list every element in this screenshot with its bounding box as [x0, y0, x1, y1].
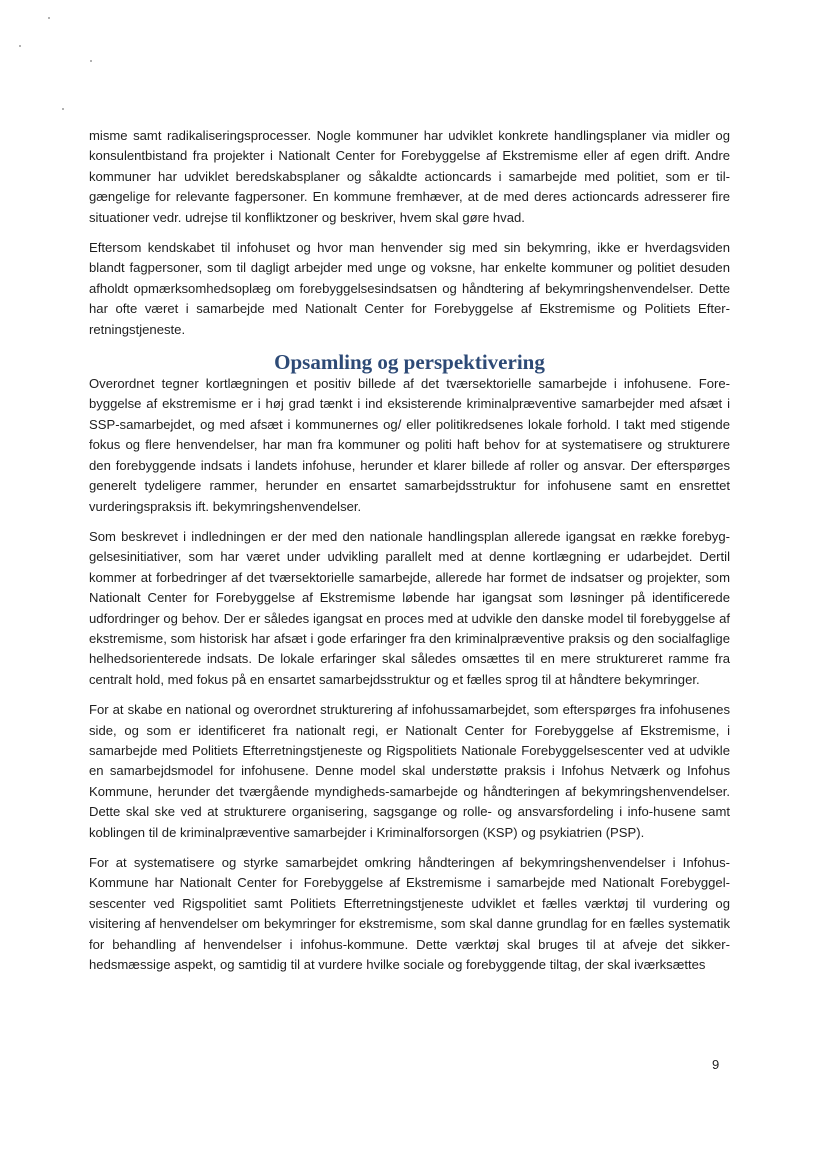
body-paragraph: Eftersom kendskabet til infohuset og hvor man henvender sig med sin bekymring, ikke er hverdagsviden blandt fagpersoner, som til dagligt arbejder med unge og voksne, har enkelte kommuner og politiet desuden afholdt opmærksomhedsoplæg om forebyggelsesindsatsen og håndtering af bekymringshenvendelser. Dette har ofte været i samarbejde med Nationalt Center for Forebyggelse af Ekstremisme og Politiets Efterretningstjeneste.	[89, 240, 730, 337]
body-paragraph: misme samt radikaliseringsprocesser. Nogle kommuner har udviklet konkrete handlingsplaner via midler og konsulentbistand fra projekter i Nationalt Center for Forebyggelse af Ekstremisme eller af egen drift. Andre kommuner har udviklet beredskabsplaner og såkaldte actioncards i samarbejde med politiet, som er tilgængelige for relevante fagpersoner. En kommune fremhæver, at de med deres actioncards adresserer fire situationer vedr. udrejse til konfliktzoner og beskriver, hvem skal gøre hvad.	[89, 128, 730, 225]
page-number: 9	[712, 1057, 720, 1072]
scan-speck	[48, 17, 50, 19]
document-page	[89, 126, 730, 975]
body-paragraph: Som beskrevet i indledningen er der med den nationale handlingsplan allerede igangsat en række forebyggelsesinitiativer, som har været under udvikling parallelt med at denne kortlægning er udarbejdet. Dertil kommer at forbedringer af det tværsektorielle samarbejde, allerede har formet de indsatser og projekter, som Nationalt Center for Forebyggelse af Ekstremisme løbende har igangsat som løsninger på identificerede udfordringer og behov. Der er således igangsat en proces med at udvikle den danske model til forebyggelse af ekstremisme, som historisk har afsæt i gode erfaringer fra den kriminalpræventive praksis og den socialfaglige helhedsorienterede indsats. De lokale erfaringer skal således omsættes til en mere struktureret ramme fra centralt hold, med fokus på en ensartet samarbejdsstruktur og et fælles sprog til at håndtere bekymringer.	[89, 528, 730, 687]
scan-speck	[19, 45, 21, 47]
body-paragraph: Overordnet tegner kortlægningen et positiv billede af det tværsektorielle samarbejde i infohusene. Forebyggelse af ekstremisme er i høj grad tænkt i ind eksisterende kriminalpræventive samarbejder med afsæt i SSP-samarbejdet, og med afsæt i kommunernes og/ eller politikredsenes lokale forhold. I takt med stigende fokus og flere henvendelser, har man fra kommuner og politi haft behov for at systematisere og strukturere den forebyggende indsats i landets infohuse, herunder et klarer billede af roller og ansvar. Der efterspørges generelt tydeligere rammer, herunder en ensartet samarbejdsstruktur for infohusene samt en ensrettet vurderingspraksis ift. bekymringshenvendelser.	[89, 376, 730, 514]
body-paragraph: For at systematisere og styrke samarbejdet omkring håndteringen af bekymringshenvendelser i Infohus-Kommune har Nationalt Center for Forebyggelse af Ekstremisme i samarbejde med Nationalt Forebyggelsescenter ved Rigspolitiet samt Politiets Efterretningstjeneste udviklet et fælles værktøj til vurdering og visitering af henvendelser om bekymringer for ekstremisme, som skal danne grundlag for en fælles systematik for behandling af henvendelser i infohus-kommune. Dette værktøj skal bruges til at afveje det sikkerhedsmæssige aspekt, og samtidig til at vurdere hvilke sociale og forebyggende tiltag, der skal iværksættes	[89, 855, 730, 973]
scan-speck	[62, 108, 64, 110]
body-paragraph: For at skabe en national og overordnet strukturering af infohussamarbejdet, som efterspørges fra infohusenes side, og som er identificeret fra nationalt regi, er Nationalt Center for Forebyggelse af Ekstremisme, i samarbejde med Politiets Efterretningstjeneste og Rigspolitiets Nationale Forebyggelsescenter ved at udvikle en samarbejdsmodel for infohusene. Denne model skal understøtte praksis i Infohus Netværk og Infohus Kommune, herunder det tværgående myndigheds-samarbejde og håndteringen af bekymringshenvendelser. Dette skal ske ved at strukturere organisering, sagsgange og rolle- og ansvarsfordeling i info-husene samt koblingen til de kriminalpræventive samarbejder i Kriminalforsorgen (KSP) og psykiatrien (PSP).	[89, 702, 730, 840]
scan-speck	[90, 60, 92, 62]
section-heading: Opsamling og perspektivering	[274, 350, 545, 375]
